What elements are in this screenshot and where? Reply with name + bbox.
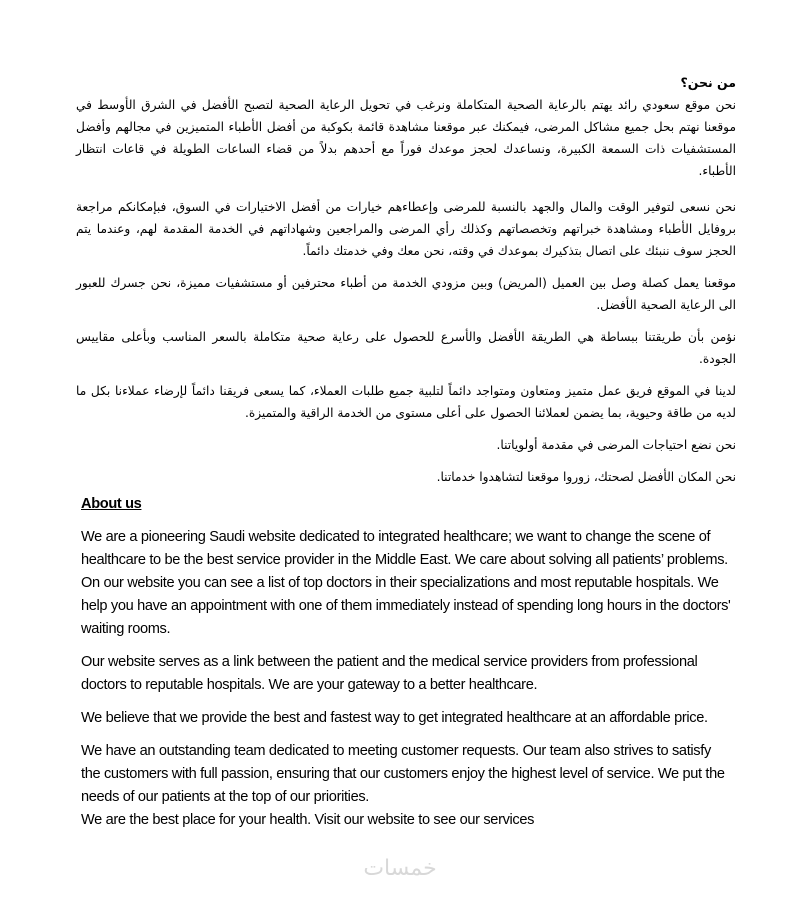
english-paragraph: We are the best place for your health. Visit our website to see our services xyxy=(81,812,535,828)
english-paragraph: Our website serves as a link between the patient and the medical service providers from professional doctors to reputable hospitals. We are your gateway to a better healthcare. xyxy=(81,654,698,693)
arabic-paragraph: لدينا في الموقع فريق عمل متميز ومتعاون ومتواجد دائماً لتلبية جميع طلبات العملاء، كما يسعى فريقنا دائماً لإرضاء عملاءنا بكل ما لديه من طاقة وحيوية، بما يضمن لعملائنا الحصول على أعلى مستوى من الخدمة الراقية والمتميزة. xyxy=(76,384,736,420)
arabic-paragraph: نحن نسعى لتوفير الوقت والمال والجهد بالنسبة للمرضى وإعطاءهم خيارات من أفضل الاختيارات في السوق، فبإمكانكم مراجعة بروفايل الأطباء ومشاهدة خبراتهم وتخصصاتهم وكذلك رأي المرضى والمراجعين وشهاداتهم في الخدمة المقدمة لهم، وعندما يتم الحجز سوف ننبئك على اتصال بتذكيرك بموعدك في وقته، نحن معك وفي خدمتك دائماً. xyxy=(76,200,736,258)
arabic-paragraph: نحن موقع سعودي رائد يهتم بالرعاية الصحية المتكاملة ونرغب في تحويل الرعاية الصحية لتصبح الأفضل في الشرق الأوسط في موقعنا نهتم بحل جميع مشاكل المرضى، فيمكنك عبر موقعنا مشاهدة قائمة بكوكبة من أفضل الأطباء المتميزين في مجالهم وأفضل المستشفيات ذات السمعة الكبيرة، ونساعدك لحجز موعدك فوراً مع أحدهم بدلاً من قضاء الساعات الطويلة في قاعات انتظار الأطباء. xyxy=(76,98,736,178)
arabic-paragraph: نؤمن بأن طريقتنا ببساطة هي الطريقة الأفضل والأسرع للحصول على رعاية صحية متكاملة بالسعر المناسب وبأعلى مقاييس الجودة. xyxy=(76,330,736,366)
arabic-section xyxy=(76,72,736,488)
watermark-logo: خمسات xyxy=(363,856,437,881)
arabic-paragraph: نحن نضع احتياجات المرضى في مقدمة أولوياتنا. xyxy=(496,438,736,452)
english-paragraph: We have an outstanding team dedicated to meeting customer requests. Our team also strives to satisfy the customers with full passion, ensuring that our customers enjoy the highest level of service. We put the needs of our patients at the top of our priorities. xyxy=(81,743,725,805)
arabic-paragraph: نحن المكان الأفضل لصحتك، زوروا موقعنا لتشاهدوا خدماتنا. xyxy=(436,470,736,484)
english-heading: About us xyxy=(81,496,142,512)
english-paragraph: We believe that we provide the best and fastest way to get integrated healthcare at an affordable price. xyxy=(81,710,708,726)
arabic-heading: من نحن؟ xyxy=(680,75,736,90)
arabic-paragraph: موقعنا يعمل كصلة وصل بين العميل (المريض) وبين مزودي الخدمة من أطباء محترفين أو مستشفيات مميزة، نحن جسرك للعبور الى الرعاية الصحية الأفضل. xyxy=(76,276,736,312)
english-paragraph: We are a pioneering Saudi website dedicated to integrated healthcare; we want to change the scene of healthcare to be the best service provider in the Middle East. We care about solving all patients’ problems. On our website you can see a list of top doctors in their specializations and most reputable hospitals. We help you have an appointment with one of them immediately instead of spending long hours in the doctors' waiting rooms. xyxy=(81,529,731,637)
english-section xyxy=(81,493,731,832)
